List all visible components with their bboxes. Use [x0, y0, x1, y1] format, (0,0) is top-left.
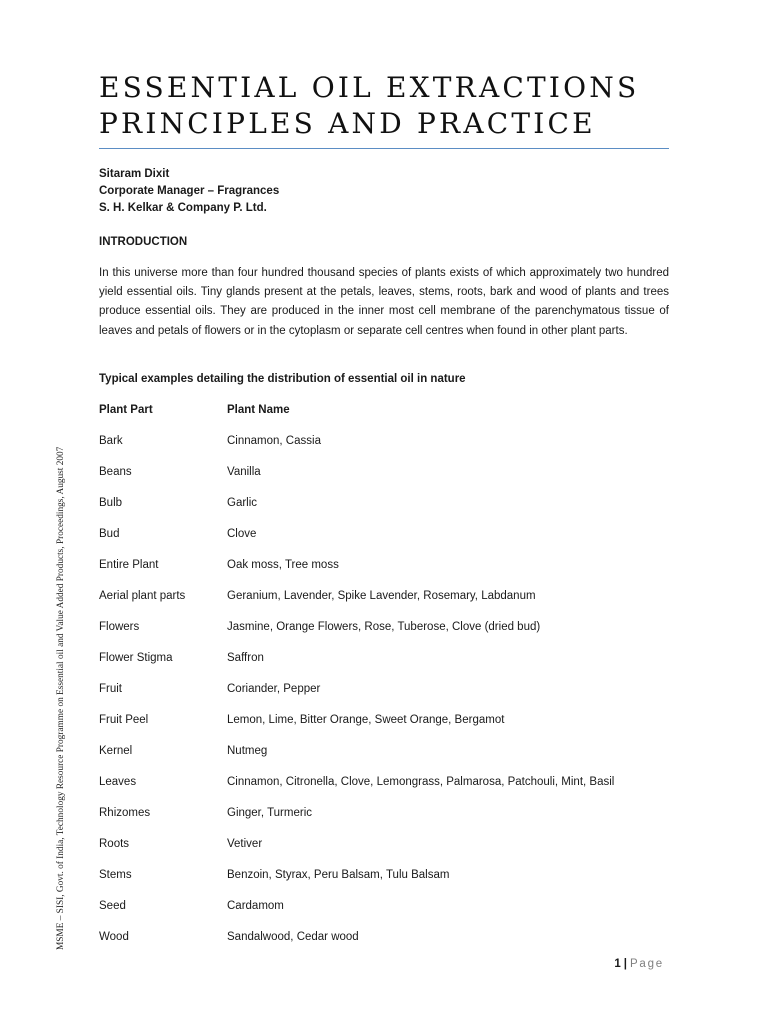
page-number: 1 [614, 958, 621, 970]
title-underline [99, 148, 669, 149]
table-row [99, 774, 669, 805]
table-row [99, 929, 669, 960]
table-row [99, 712, 669, 743]
page-footer [614, 958, 664, 970]
table-row [99, 898, 669, 929]
page-label: Page [629, 958, 664, 970]
plant-name-cell: Lemon, Lime, Bitter Orange, Sweet Orange, Bergamot [227, 714, 505, 726]
table-row [99, 836, 669, 867]
plant-name-cell: Nutmeg [227, 745, 268, 757]
plant-name-cell: Cinnamon, Cassia [227, 435, 321, 447]
plant-name-cell: Clove [227, 528, 257, 540]
plant-part-cell: Entire Plant [99, 559, 159, 571]
table-row [99, 433, 669, 464]
table-row [99, 557, 669, 588]
plant-part-cell: Flower Stigma [99, 652, 173, 664]
table-row [99, 588, 669, 619]
plant-name-cell: Vanilla [227, 466, 261, 478]
author-position: Corporate Manager – Fragrances [99, 185, 280, 197]
plant-name-cell: Vetiver [227, 838, 263, 850]
table-row [99, 805, 669, 836]
document-title [99, 70, 679, 142]
plant-part-cell: Beans [99, 466, 132, 478]
table-header-row [99, 402, 669, 433]
footer-separator: | [623, 958, 627, 970]
table-row [99, 743, 669, 774]
plant-name-cell: Sandalwood, Cedar wood [227, 931, 359, 943]
plant-part-cell: Seed [99, 900, 126, 912]
table-row [99, 619, 669, 650]
plant-name-cell: Geranium, Lavender, Spike Lavender, Rosemary, Labdanum [227, 590, 536, 602]
author-company: S. H. Kelkar & Company P. Ltd. [99, 202, 267, 214]
table-caption: Typical examples detailing the distribution of essential oil in nature [99, 373, 466, 385]
table-row [99, 526, 669, 557]
plant-part-cell: Bark [99, 435, 123, 447]
plant-part-cell: Bud [99, 528, 120, 540]
plant-distribution-table [99, 402, 669, 960]
plant-name-cell: Coriander, Pepper [227, 683, 321, 695]
table-row [99, 495, 669, 526]
plant-part-cell: Rhizomes [99, 807, 151, 819]
plant-name-cell: Cinnamon, Citronella, Clove, Lemongrass, Palmarosa, Patchouli, Mint, Basil [227, 776, 615, 788]
plant-name-cell: Saffron [227, 652, 264, 664]
table-row [99, 681, 669, 712]
title-line-2: PRINCIPLES AND PRACTICE [99, 107, 596, 140]
plant-part-cell: Roots [99, 838, 130, 850]
plant-name-cell: Benzoin, Styrax, Peru Balsam, Tulu Balsam [227, 869, 450, 881]
plant-name-cell: Jasmine, Orange Flowers, Rose, Tuberose, Clove (dried bud) [227, 621, 541, 633]
proceedings-sidebar-note: MSME – SISI, Govt. of India, Technology Resource Programme on Essential oil and Value Added Products, Proceedings, August 2007 [56, 446, 66, 950]
table-row [99, 867, 669, 898]
plant-part-cell: Stems [99, 869, 132, 881]
title-line-1: ESSENTIAL OIL EXTRACTIONS [99, 71, 640, 104]
plant-name-cell: Garlic [227, 497, 258, 509]
plant-part-cell: Fruit Peel [99, 714, 149, 726]
plant-part-cell: Bulb [99, 497, 123, 509]
plant-part-cell: Aerial plant parts [99, 590, 186, 602]
plant-part-cell: Wood [99, 931, 129, 943]
plant-part-cell: Kernel [99, 745, 133, 757]
plant-name-cell: Ginger, Turmeric [227, 807, 312, 819]
header-plant-name: Plant Name [227, 404, 290, 416]
author-block [99, 166, 279, 217]
plant-part-cell: Fruit [99, 683, 122, 695]
plant-name-cell: Cardamom [227, 900, 284, 912]
introduction-heading: INTRODUCTION [99, 236, 188, 248]
plant-name-cell: Oak moss, Tree moss [227, 559, 339, 571]
author-name: Sitaram Dixit [99, 168, 170, 180]
table-row [99, 650, 669, 681]
header-plant-part: Plant Part [99, 404, 153, 416]
plant-part-cell: Flowers [99, 621, 140, 633]
table-row [99, 464, 669, 495]
plant-part-cell: Leaves [99, 776, 137, 788]
introduction-paragraph: In this universe more than four hundred thousand species of plants exists of which approximately two hundred yield essential oils. Tiny glands present at the petals, leaves, stems, roots, bark and wood of plants and trees produce essential oils. They are produced in the inner most cell membrane of the parenchymatous tissue of leaves and petals of flowers or in the cytoplasm or separate cell centres when found in other plant parts. [99, 267, 669, 337]
